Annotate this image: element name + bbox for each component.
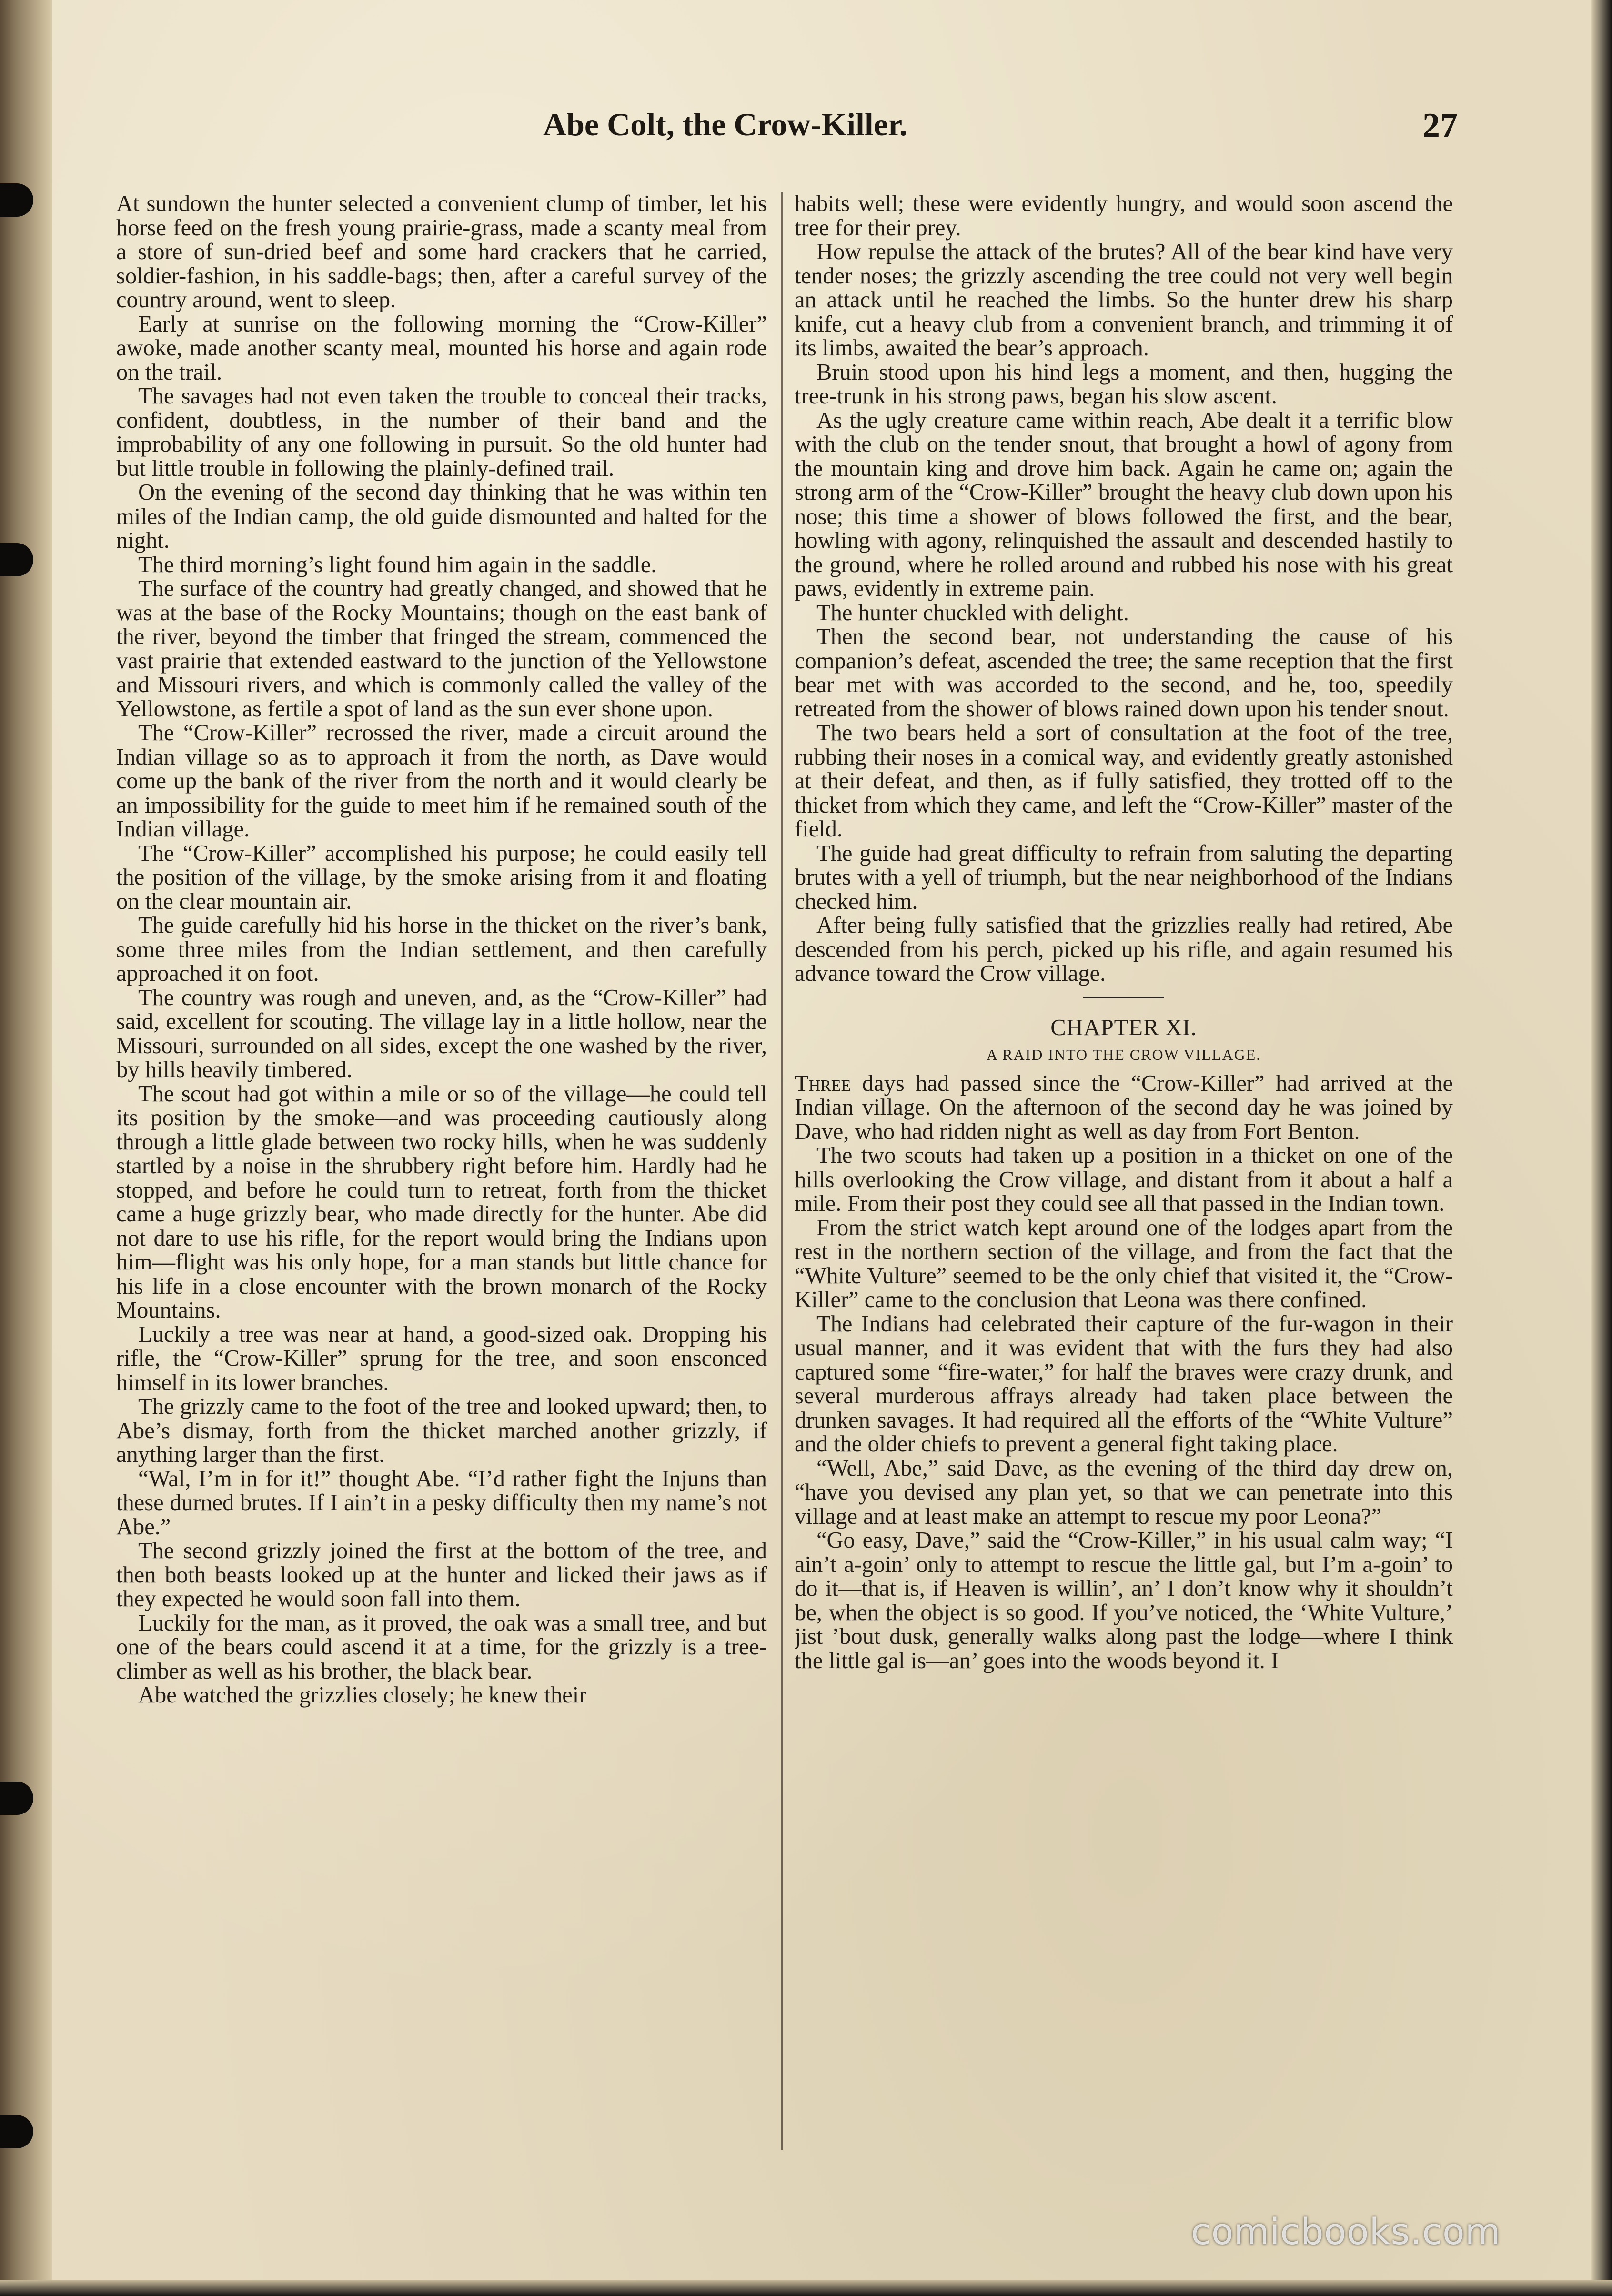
paragraph: The two bears held a sort of consultation at the foot of the tree, rubbing their noses in a comical way, and evidently greatly astonished at their defeat, and then, as if fully satisfied, they trotted off to the thicket from which they came, and left the “Crow-Killer” master of the field. xyxy=(795,720,1453,842)
paragraph: The second grizzly joined the first at the bottom of the tree, and then both beasts looked up at the hunter and licked their jaws as if they expected he would soon fall into them. xyxy=(116,1538,767,1611)
page-number: 27 xyxy=(1422,106,1458,145)
paragraph: Then the second bear, not understanding the cause of his companion’s defeat, ascended the tree; the same reception that the first bear met with was accorded to the second, and he, too, speedily retreated from the shower of blows rained down upon his tender snout. xyxy=(795,624,1453,722)
paragraph: The savages had not even taken the trouble to conceal their tracks, confident, doubtless, in the number of their band and the improbability of any one following in pursuit. So the old hunter had but little trouble in following the plainly-defined trail. xyxy=(116,383,767,481)
chapter-subtitle: A RAID INTO THE CROW VILLAGE. xyxy=(986,1046,1261,1063)
paragraph: “Well, Abe,” said Dave, as the evening of the third day drew on, “have you devised any plan yet, so that we can penetrate into this village and at least make an attempt to rescue my poor Leona?” xyxy=(795,1455,1453,1529)
watermark: comicbooks.com xyxy=(1191,2210,1501,2253)
paragraph: How repulse the attack of the brutes? All of the bear kind have very tender noses; the grizzly ascending the tree could not very well begin an attack until he reached the limbs. So the hunter drew his sharp knife, cut a heavy club from a convenient branch, and trimming it of its limbs, awaited the bear’s approach. xyxy=(795,239,1453,361)
paragraph: The guide carefully hid his horse in the thicket on the river’s bank, some three miles from the Indian settlement, and then carefully approached it on foot. xyxy=(116,913,767,986)
page-edge xyxy=(1591,0,1612,2296)
paragraph: Bruin stood upon his hind legs a moment, and then, hugging the tree-trunk in his strong paws, began his slow ascent. xyxy=(795,359,1453,409)
paragraph: The hunter chuckled with delight. xyxy=(816,600,1129,625)
binding-spine xyxy=(0,0,52,2296)
paragraph: habits well; these were evidently hungry, and would soon ascend the tree for their prey. xyxy=(795,192,1453,241)
left-column xyxy=(116,192,767,2164)
chapter-heading: CHAPTER XI. xyxy=(1050,1015,1197,1040)
binding-hole xyxy=(0,183,33,217)
paragraph: The “Crow-Killer” recrossed the river, made a circuit around the Indian village so as to approach it from the north, as Dave would come up the bank of the river from the north and it would clearly be an impossibility for the guide to meet him if he remained south of the Indian village. xyxy=(116,720,767,842)
paragraph: As the ugly creature came within reach, Abe dealt it a terrific blow with the club on the tender snout, that brought a howl of agony from the mountain king and drove him back. Again he came on; again the strong arm of the “Crow-Killer” brought the heavy club down upon his nose; this time a shower of blows followed the first, and the bear, howling with agony, relinquished the assault and descended hastily to the ground, where he rolled around and rubbed his nose with his great paws, evidently in extreme pain. xyxy=(795,407,1453,601)
right-column xyxy=(795,192,1453,2164)
paragraph: Early at sunrise on the following morning the “Crow-Killer” awoke, made another scanty meal, mounted his horse and again rode on the trail. xyxy=(116,311,767,385)
paragraph xyxy=(795,1072,1453,1144)
section-divider xyxy=(1083,997,1164,998)
paragraph-text: days had passed since the “Crow-Killer” had arrived at the Indian village. On the afternoon of the second day he was joined by Dave, who had ridden night as well as day from Fort Benton. xyxy=(795,1070,1453,1144)
paragraph: On the evening of the second day thinking that he was within ten miles of the Indian camp, the old guide dismounted and halted for the night. xyxy=(116,480,767,553)
paragraph: The Indians had celebrated their capture of the fur-wagon in their usual manner, and it was evident that with the furs they had also captured some “fire-water,” for half the braves were crazy drunk, and several murderous affrays already had taken place between the drunken savages. It had required all the efforts of the “White Vulture” and the older chiefs to prevent a general fight taking place. xyxy=(795,1311,1453,1457)
paragraph: “Wal, I’m in for it!” thought Abe. “I’d rather fight the Injuns than these durned brutes. If I ain’t in a pesky difficulty then my name’s not Abe.” xyxy=(116,1466,767,1540)
column-rule xyxy=(781,192,783,2150)
paragraph: At sundown the hunter selected a convenient clump of timber, let his horse feed on the fresh young prairie-grass, made a scanty meal from a store of sun-dried beef and some hard crackers that he carried, soldier-fashion, in his saddle-bags; then, after a careful survey of the country around, went to sleep. xyxy=(116,192,767,312)
paragraph: From the strict watch kept around one of the lodges apart from the rest in the northern section of the village, and from the fact that the “White Vulture” seemed to be the only chief that visited it, the “Crow-Killer” came to the conclusion that Leona was there confined. xyxy=(795,1215,1453,1312)
binding-hole xyxy=(0,543,33,576)
paragraph: The grizzly came to the foot of the tree and looked upward; then, to Abe’s dismay, forth from the thicket marched another grizzly, if anything larger than the first. xyxy=(116,1394,767,1467)
binding-hole xyxy=(0,2115,33,2148)
paragraph: The two scouts had taken up a position in a thicket on one of the hills overlooking the Crow village, and distant from it about a half a mile. From their post they could see all that passed in the Indian town. xyxy=(795,1143,1453,1216)
running-title: Abe Colt, the Crow-Killer. xyxy=(543,106,907,142)
paragraph: After being fully satisfied that the grizzlies really had retired, Abe descended from his perch, picked up his rifle, and again resumed his advance toward the Crow village. xyxy=(795,913,1453,986)
page-edge-bottom xyxy=(0,2280,1612,2296)
running-header xyxy=(543,106,1458,163)
paragraph: Abe watched the grizzlies closely; he knew their xyxy=(138,1682,587,1708)
paragraph: The third morning’s light found him again in the saddle. xyxy=(138,552,657,577)
paragraph: The surface of the country had greatly changed, and showed that he was at the base of the Rocky Mountains; though on the east bank of the river, beyond the timber that fringed the stream, commenced the vast prairie that extended eastward to the junction of the Yellowstone and Missouri rivers, and which is commonly called the valley of the Yellowstone, as fertile a spot of land as the sun ever shone upon. xyxy=(116,576,767,722)
drop-word: Three xyxy=(795,1070,851,1096)
paragraph: The country was rough and uneven, and, as the “Crow-Killer” had said, excellent for scouting. The village lay in a little hollow, near the Missouri, surrounded on all sides, except the one washed by the river, by hills heavily timbered. xyxy=(116,985,767,1082)
paragraph: “Go easy, Dave,” said the “Crow-Killer,” in his usual calm way; “I ain’t a-goin’ only to attempt to rescue the little gal, but I’m a-goin’ to do it—that is, if Heaven is willin’, an’ I don’t know why it shouldn’t be, when the object is so good. If you’ve noticed, the ‘White Vulture,’ jist ’bout dusk, generally walks along past the lodge—where I think the little gal is—an’ goes into the woods beyond it. I xyxy=(795,1528,1453,1673)
paragraph: The scout had got within a mile or so of the village—he could tell its position by the smoke—and was proceeding cautiously along through a little glade between two rocky hills, when he was suddenly startled by a noise in the shrubbery right before him. Hardly had he stopped, and before he could turn to retreat, forth from the thicket came a huge grizzly bear, who made directly for the hunter. Abe did not dare to use his rifle, for the report would bring the Indians upon him—flight was his only hope, for a man stands but little chance for his life in a close encounter with the brown monarch of the Rocky Mountains. xyxy=(116,1081,767,1323)
paragraph: The guide had great difficulty to refrain from saluting the departing brutes with a yell of triumph, but the near neighborhood of the Indians checked him. xyxy=(795,840,1453,914)
paragraph: Luckily for the man, as it proved, the oak was a small tree, and but one of the bears could ascend it at a time, for the grizzly is a tree-climber as well as his brother, the black bear. xyxy=(116,1610,767,1684)
paragraph: Luckily a tree was near at hand, a good-sized oak. Dropping his rifle, the “Crow-Killer” sprung for the tree, and soon ensconced himself in its lower branches. xyxy=(116,1321,767,1395)
binding-hole xyxy=(0,1782,33,1815)
paragraph: The “Crow-Killer” accomplished his purpose; he could easily tell the position of the village, by the smoke arising from it and floating on the clear mountain air. xyxy=(116,840,767,914)
